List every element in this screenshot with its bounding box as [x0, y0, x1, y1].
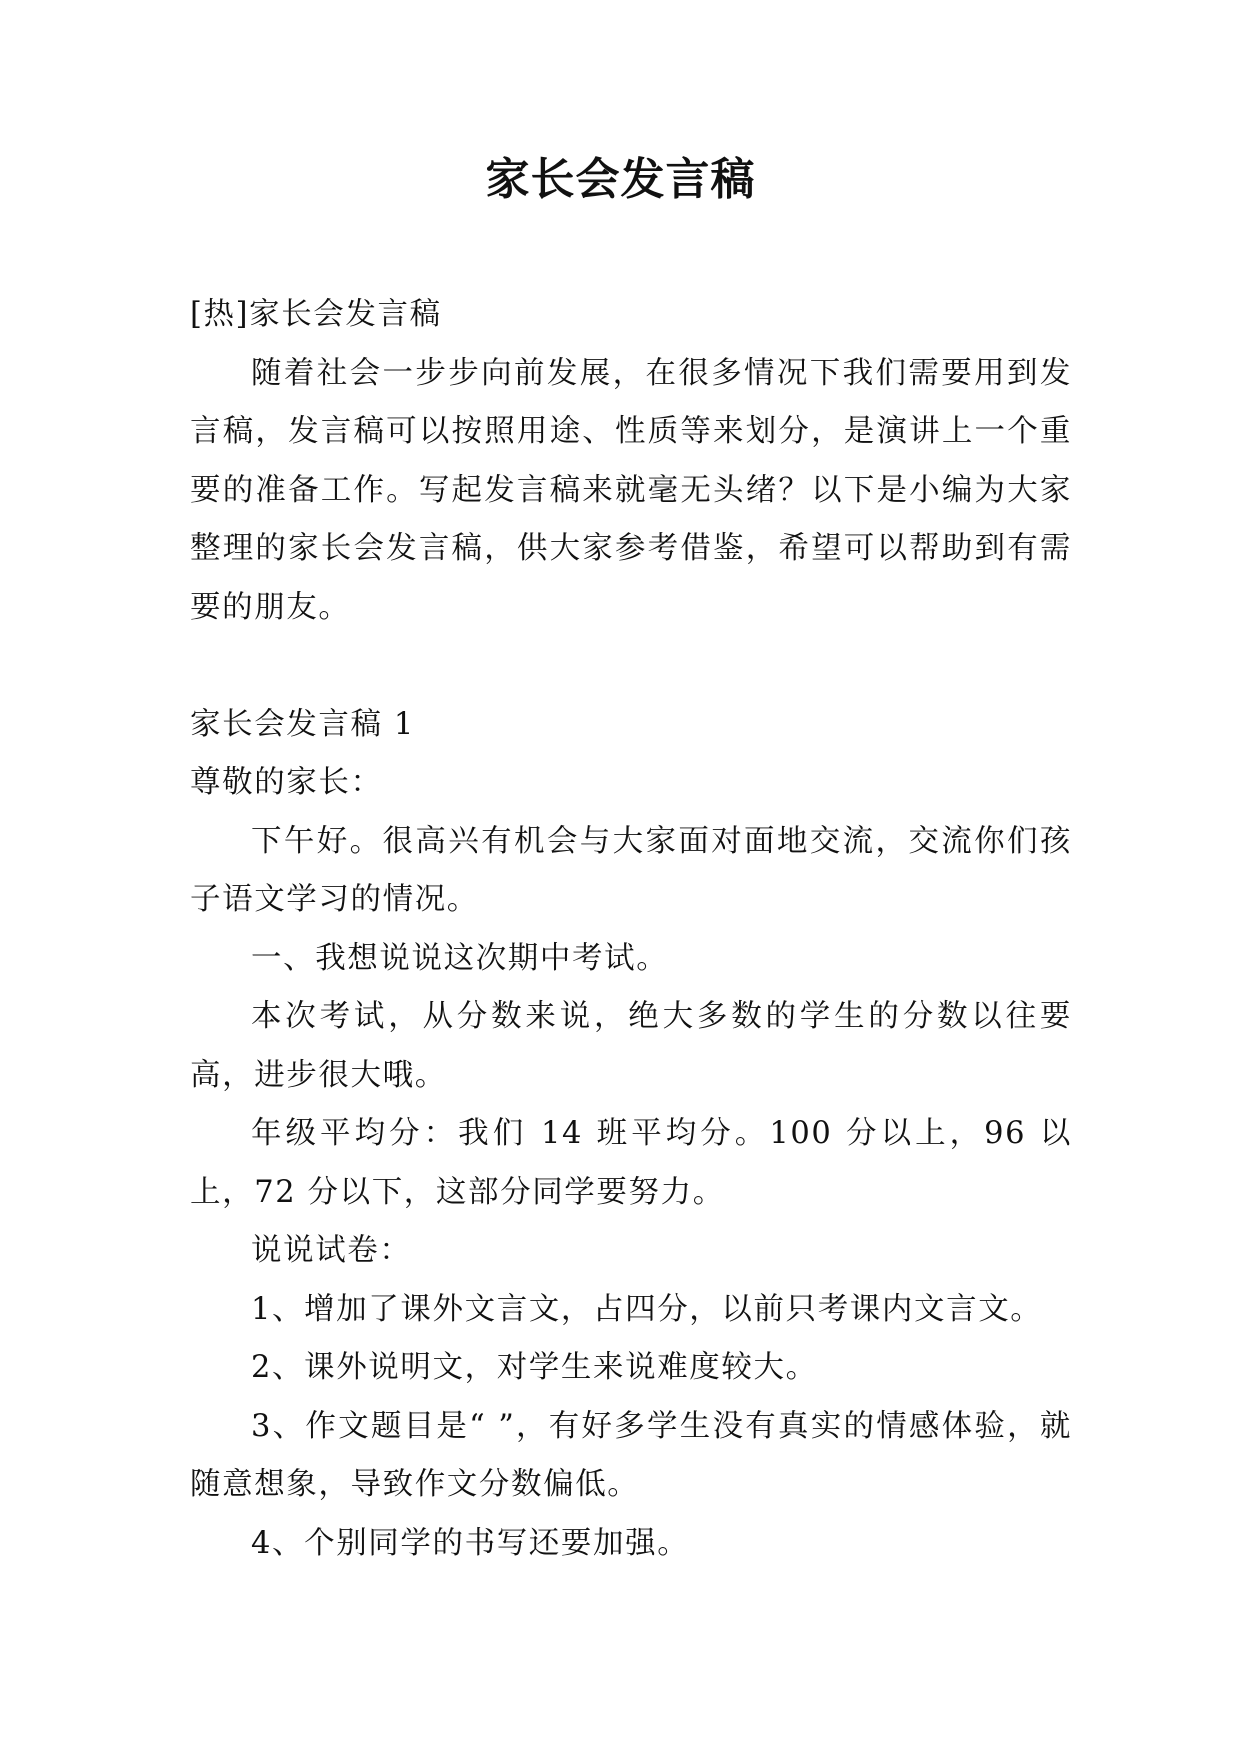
body-paragraph: 4、个别同学的书写还要加强。	[251, 1525, 690, 1561]
document-body	[190, 286, 1072, 1573]
salutation: 尊敬的家长：	[190, 765, 383, 800]
intro-paragraph: 随着社会一步步向前发展，在很多情况下我们需要用到发言稿，发言稿可以按照用途、性质等来划分，是演讲上一个重要的准备工作。写起发言稿来就毫无头绪？以下是小编为大家整理的家长会发言稿，供大家参考借鉴，希望可以帮助到有需要的朋友。	[190, 355, 1072, 625]
document-title: 家长会发言稿	[485, 154, 756, 205]
body-paragraph: 1、增加了课外文言文，占四分，以前只考课内文言文。	[251, 1291, 1043, 1327]
body-paragraph: 下午好。很高兴有机会与大家面对面地交流，交流你们孩子语文学习的情况。	[190, 823, 1072, 917]
body-paragraph: 本次考试，从分数来说，绝大多数的学生的分数以往要高，进步很大哦。	[190, 999, 1072, 1093]
paragraph-spacer	[190, 637, 1072, 696]
body-paragraph: 说说试卷：	[251, 1233, 412, 1268]
document-subtitle: [热]家长会发言稿	[190, 297, 442, 332]
section-heading: 家长会发言稿 1	[190, 706, 415, 742]
body-paragraph: 2、课外说明文，对学生来说难度较大。	[251, 1350, 818, 1385]
body-paragraph: 3、作文题目是“ ”，有好多学生没有真实的情感体验，就随意想象，导致作文分数偏低。	[190, 1408, 1072, 1502]
body-paragraph: 年级平均分：我们 14 班平均分。100 分以上，96 以上，72 分以下，这部分同学要努力。	[190, 1116, 1072, 1210]
body-paragraph: 一、我想说说这次期中考试。	[251, 940, 669, 976]
